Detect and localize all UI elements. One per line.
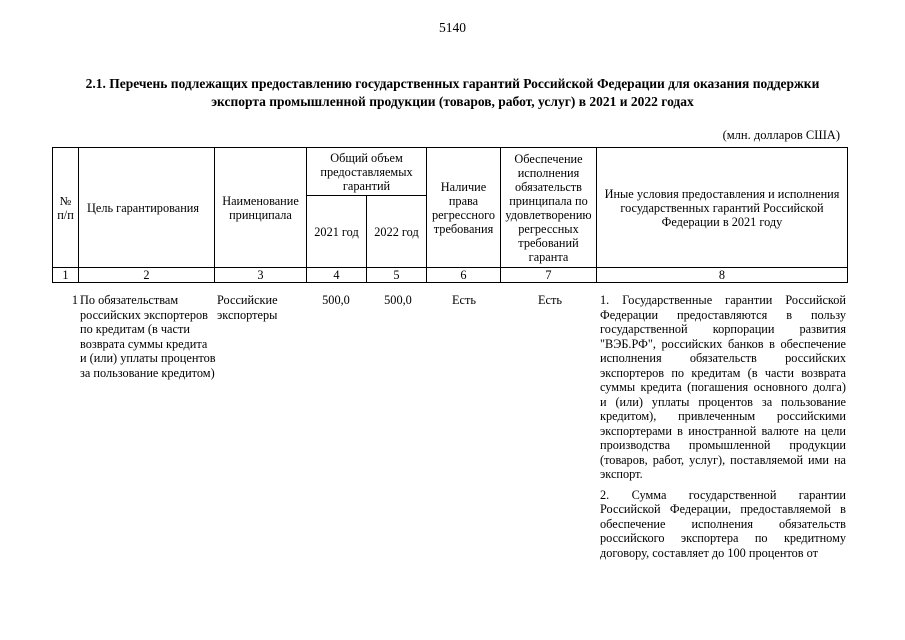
row-number: 1 — [71, 293, 78, 307]
header-year-2022: 2022 год — [367, 196, 427, 268]
header-security: Обеспечение исполнения обязательств принципала по удовлетворению регрессных требований гаранта — [501, 148, 597, 268]
row-purpose: По обязательствам российских экспортеров по кредитам (в части возврата суммы кредита и (или) уплаты процентов за пользование кредитом) — [80, 293, 216, 380]
column-number: 7 — [501, 268, 597, 283]
condition-paragraph: 1. Государственные гарантии Российской Федерации предоставляются в пользу государственной корпорации развития "ВЭБ.РФ", российских банков в обеспечение исполнения обязательств российских экспортеров по кредитам (в части возврата суммы кредита (погашения основного долга) и (или) уплаты процентов за пользование кредитом), привлеченным российскими экспортерами в иностранной валюте на цели производства промышленной продукции (товаров, работ, услуг), поставляемой ими на экспорт. — [600, 293, 846, 481]
row-regress: Есть — [452, 293, 476, 307]
row-security: Есть — [538, 293, 562, 307]
header-total-volume: Общий объем предоставляемых гарантий — [307, 148, 427, 196]
row-conditions — [600, 293, 846, 566]
row-amount-2022: 500,0 — [384, 293, 412, 307]
column-number: 2 — [79, 268, 215, 283]
page-number: 5140 — [439, 20, 466, 35]
row-principal: Российские экспортеры — [217, 293, 278, 322]
column-number: 5 — [367, 268, 427, 283]
header-regress: Наличие права регрессного требования — [427, 148, 501, 268]
header-other-conditions: Иные условия предоставления и исполнения государственных гарантий Российской Федерации в 2021 году — [597, 148, 848, 268]
column-number: 1 — [53, 268, 79, 283]
header-year-2021: 2021 год — [307, 196, 367, 268]
header-purpose: Цель гарантирования — [79, 148, 215, 268]
guarantees-table-header — [52, 147, 848, 283]
column-number: 8 — [597, 268, 848, 283]
units-note: (млн. долларов США) — [722, 128, 840, 142]
column-number: 6 — [427, 268, 501, 283]
row-amount-2021: 500,0 — [322, 293, 350, 307]
header-principal: Наименование принципала — [215, 148, 307, 268]
header-num: № п/п — [53, 148, 79, 268]
section-title: 2.1. Перечень подлежащих предоставлению государственных гарантий Российской Федерации для оказания поддержки экспорта промышленной продукции (товаров, работ, услуг) в 2021 и 2022 годах — [85, 76, 820, 109]
column-number: 4 — [307, 268, 367, 283]
column-number: 3 — [215, 268, 307, 283]
condition-paragraph: 2. Сумма государственной гарантии Российской Федерации, предоставляемой в обеспечение исполнения обязательств российского экспортера по кредитному договору, составляет до 100 процентов от — [600, 487, 846, 560]
